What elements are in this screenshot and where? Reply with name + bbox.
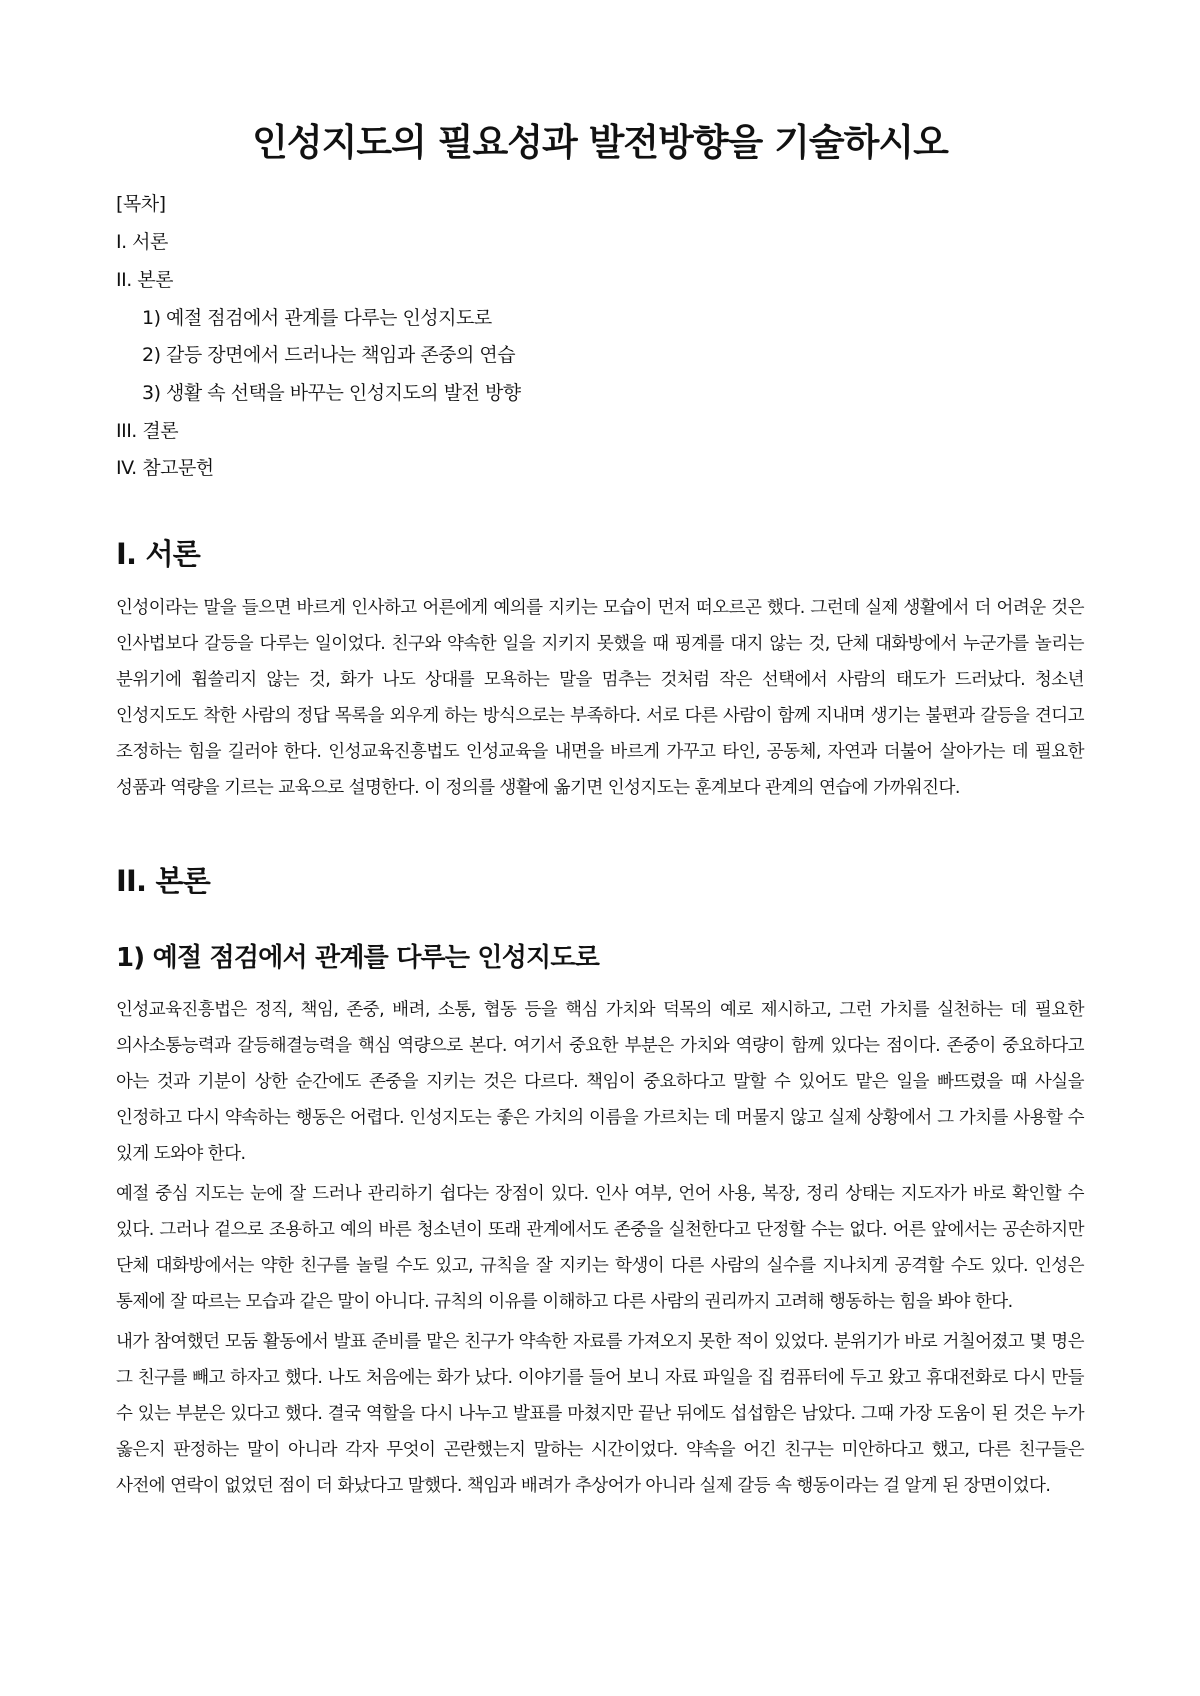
body-subsection-1	[116, 940, 1084, 1504]
body-paragraph: 내가 참여했던 모둠 활동에서 발표 준비를 맡은 친구가 약속한 자료를 가져오지 못한 적이 있었다. 분위기가 바로 거칠어졌고 몇 명은 그 친구를 빼고 하자고 했다. 나도 처음에는 화가 났다. 이야기를 들어 보니 자료 파일을 집 컴퓨터에 두고 왔고 휴대전화로 다시 만들 수 있는 부분은 있다고 했다. 결국 역할을 다시 나누고 발표를 마쳤지만 끝난 뒤에도 섭섭함은 남았다. 그때 가장 도움이 된 것은 누가 옳은지 판정하는 말이 아니라 각자 무엇이 곤란했는지 말하는 시간이었다. 약속을 어긴 친구는 미안하다고 했고, 다른 친구들은 사전에 연락이 없었던 점이 더 화났다고 말했다. 책임과 배려가 추상어가 아니라 실제 갈등 속 행동이라는 걸 알게 된 장면이었다.	[116, 1332, 1084, 1496]
toc-item-body: II. 본론	[116, 269, 173, 291]
document-title: 인성지도의 필요성과 발전방향을 기술하시오	[252, 121, 948, 164]
toc-item-introduction: I. 서론	[116, 231, 168, 253]
body-heading: II. 본론	[116, 864, 210, 898]
introduction-heading: I. 서론	[116, 537, 200, 571]
toc-item-body-1: 1) 예절 점검에서 관계를 다루는 인성지도로	[142, 307, 492, 329]
toc-heading: [목차]	[116, 193, 166, 215]
body-paragraph: 인성교육진흥법은 정직, 책임, 존중, 배려, 소통, 협동 등을 핵심 가치와 덕목의 예로 제시하고, 그런 가치를 실천하는 데 필요한 의사소통능력과 갈등해결능력을 핵심 역량으로 본다. 여기서 중요한 부분은 가치와 역량이 함께 있다는 점이다. 존중이 중요하다고 아는 것과 기분이 상한 순간에도 존중을 지키는 것은 다르다. 책임이 중요하다고 말할 수 있어도 맡은 일을 빠뜨렸을 때 사실을 인정하고 다시 약속하는 행동은 어렵다. 인성지도는 좋은 가치의 이름을 가르치는 데 머물지 않고 실제 상황에서 그 가치를 사용할 수 있게 도와야 한다.	[116, 1000, 1084, 1164]
toc-item-body-2: 2) 갈등 장면에서 드러나는 책임과 존중의 연습	[142, 344, 516, 366]
toc-item-conclusion: III. 결론	[116, 420, 179, 442]
toc-item-body-3: 3) 생활 속 선택을 바꾸는 인성지도의 발전 방향	[142, 382, 521, 404]
introduction-section	[116, 534, 1084, 806]
toc-item-references: IV. 참고문헌	[116, 457, 214, 479]
body-section	[116, 861, 1084, 901]
introduction-paragraph: 인성이라는 말을 들으면 바르게 인사하고 어른에게 예의를 지키는 모습이 먼저 떠오르곤 했다. 그런데 실제 생활에서 더 어려운 것은 인사법보다 갈등을 다루는 일이었다. 친구와 약속한 일을 지키지 못했을 때 핑계를 대지 않는 것, 단체 대화방에서 누군가를 놀리는 분위기에 휩쓸리지 않는 것, 화가 나도 상대를 모욕하는 말을 멈추는 것처럼 작은 선택에서 사람의 태도가 드러났다. 청소년 인성지도도 착한 사람의 정답 목록을 외우게 하는 방식으로는 부족하다. 서로 다른 사람이 함께 지내며 생기는 불편과 갈등을 견디고 조정하는 힘을 길러야 한다. 인성교육진흥법도 인성교육을 내면을 바르게 가꾸고 타인, 공동체, 자연과 더불어 살아가는 데 필요한 성품과 역량을 기르는 교육으로 설명한다. 이 정의를 생활에 옮기면 인성지도는 훈계보다 관계의 연습에 가까워진다.	[116, 598, 1084, 798]
subsection-heading: 1) 예절 점검에서 관계를 다루는 인성지도로	[116, 943, 600, 973]
body-paragraph: 예절 중심 지도는 눈에 잘 드러나 관리하기 쉽다는 장점이 있다. 인사 여부, 언어 사용, 복장, 정리 상태는 지도자가 바로 확인할 수 있다. 그러나 겉으로 조용하고 예의 바른 청소년이 또래 관계에서도 존중을 실천한다고 단정할 수는 없다. 어른 앞에서는 공손하지만 단체 대화방에서는 약한 친구를 놀릴 수도 있고, 규칙을 잘 지키는 학생이 다른 사람의 실수를 지나치게 공격할 수도 있다. 인성은 통제에 잘 따르는 모습과 같은 말이 아니다. 규칙의 이유를 이해하고 다른 사람의 권리까지 고려해 행동하는 힘을 봐야 한다.	[116, 1184, 1084, 1312]
